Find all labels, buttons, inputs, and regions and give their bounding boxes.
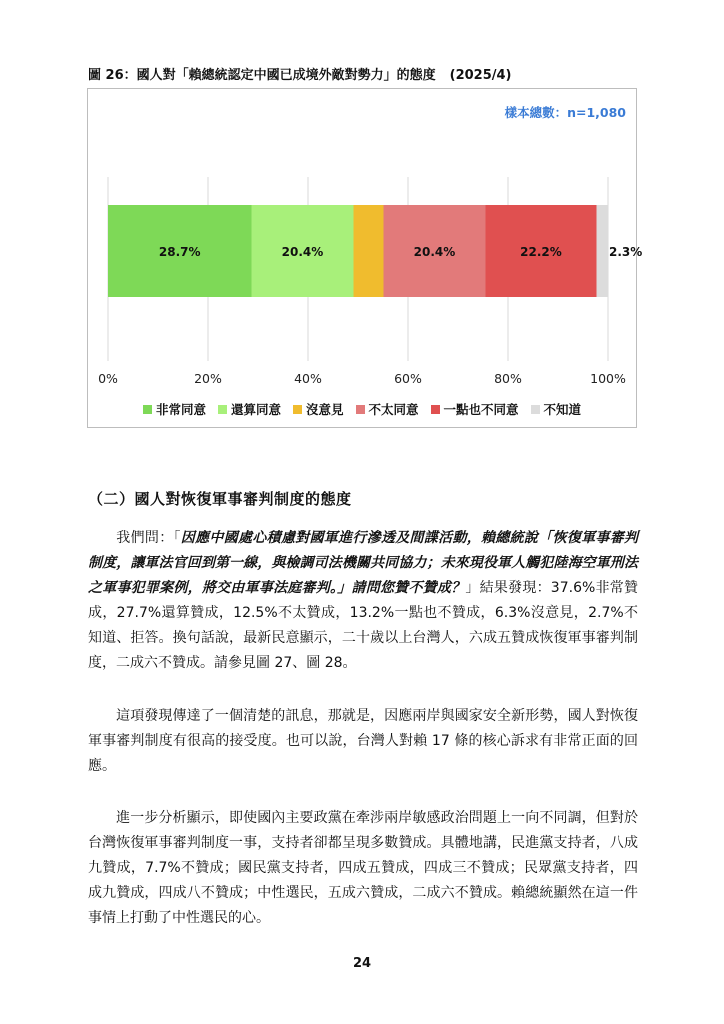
- x-tick-label-5: 100%: [590, 371, 626, 386]
- legend-label-4: 一點也不同意: [443, 402, 519, 417]
- legend-swatch-5: [531, 405, 540, 414]
- legend-swatch-0: [143, 405, 152, 414]
- legend-label-2: 沒意見: [305, 402, 344, 417]
- x-tick-label-3: 60%: [394, 371, 422, 386]
- legend-item-5: [531, 400, 582, 418]
- chart-container: [87, 88, 643, 428]
- chart-legend: [88, 400, 636, 418]
- legend-label-3: 不太同意: [368, 402, 419, 417]
- legend-label-0: 非常同意: [155, 402, 206, 417]
- x-tick-label-2: 40%: [294, 371, 322, 386]
- paragraph-1-rest: 」結果發現：37.6%非常贊成，27.7%還算贊成，12.5%不太贊成，13.2%一點也不贊成，6.3%沒意見，2.7%不知道、拒答。換句話說，最新民意顯示，二十歲以上台灣人，六成五贊成恢復軍事審判制度，二成六不贊成。請參見圖 27、圖 28。: [88, 580, 638, 671]
- data-label-5: 2.3%: [609, 245, 643, 259]
- x-tick-label-4: 80%: [494, 371, 522, 386]
- data-label-3: 20.4%: [413, 245, 456, 259]
- paragraph-3: [88, 806, 638, 931]
- paragraph-1-question: 因應中國處心積慮對國軍進行滲透及間諜活動，賴總統說「恢復軍事審判制度，讓軍法官回到第一線，與檢調司法機關共同協力；未來現役軍人觸犯陸海空軍刑法之軍事犯罪案例，將交由軍事法庭審判。」請問您贊不贊成？: [88, 530, 639, 596]
- legend-swatch-2: [293, 405, 302, 414]
- stacked-bar-chart: [88, 89, 643, 429]
- paragraph-2: [88, 704, 638, 779]
- bar-segment-2: [354, 205, 384, 297]
- sample-size-label: 樣本總數：n=1,080: [504, 105, 626, 120]
- data-label-1: 20.4%: [281, 245, 324, 259]
- paragraph-1-intro: 我們問：「: [116, 530, 181, 546]
- data-label-4: 22.2%: [520, 245, 562, 259]
- x-tick-label-0: 0%: [98, 371, 118, 386]
- legend-swatch-1: [218, 405, 227, 414]
- legend-item-0: [143, 400, 206, 418]
- legend-item-2: [293, 400, 344, 418]
- figure-title-text: 圖 26：國人對「賴總統認定中國已成境外敵對勢力」的態度: [88, 68, 436, 83]
- legend-label-5: 不知道: [543, 402, 582, 417]
- paragraph-1: [88, 526, 638, 676]
- legend-swatch-4: [431, 405, 440, 414]
- legend-swatch-3: [356, 405, 365, 414]
- figure-title: [88, 64, 511, 83]
- legend-item-3: [356, 400, 419, 418]
- section-title: （二）國人對恢復軍事審判制度的態度: [88, 490, 352, 508]
- data-label-0: 28.7%: [158, 245, 201, 259]
- page-number: 24: [352, 956, 372, 971]
- legend-item-4: [431, 400, 519, 418]
- bar-segment-5: [597, 205, 609, 297]
- legend-item-1: [218, 400, 281, 418]
- legend-label-1: 還算同意: [230, 402, 281, 417]
- x-tick-label-1: 20%: [194, 371, 222, 386]
- paragraph-3-text: 進一步分析顯示，即使國內主要政黨在牽涉兩岸敏感政治問題上一向不同調，但對於台灣恢復軍事審判制度一事，支持者卻都呈現多數贊成。具體地講，民進黨支持者，八成九贊成，7.7%不贊成；國民黨支持者，四成五贊成，四成三不贊成；民眾黨支持者，四成九贊成，四成八不贊成；中性選民，五成六贊成，二成六不贊成。賴總統顯然在這一件事情上打動了中性選民的心。: [88, 810, 638, 926]
- paragraph-2-text: 這項發現傳達了一個清楚的訊息，那就是，因應兩岸與國家安全新形勢，國人對恢復軍事審判制度有很高的接受度。也可以說，台灣人對賴 17 條的核心訴求有非常正面的回應。: [88, 708, 638, 774]
- figure-date: (2025/4): [449, 68, 512, 83]
